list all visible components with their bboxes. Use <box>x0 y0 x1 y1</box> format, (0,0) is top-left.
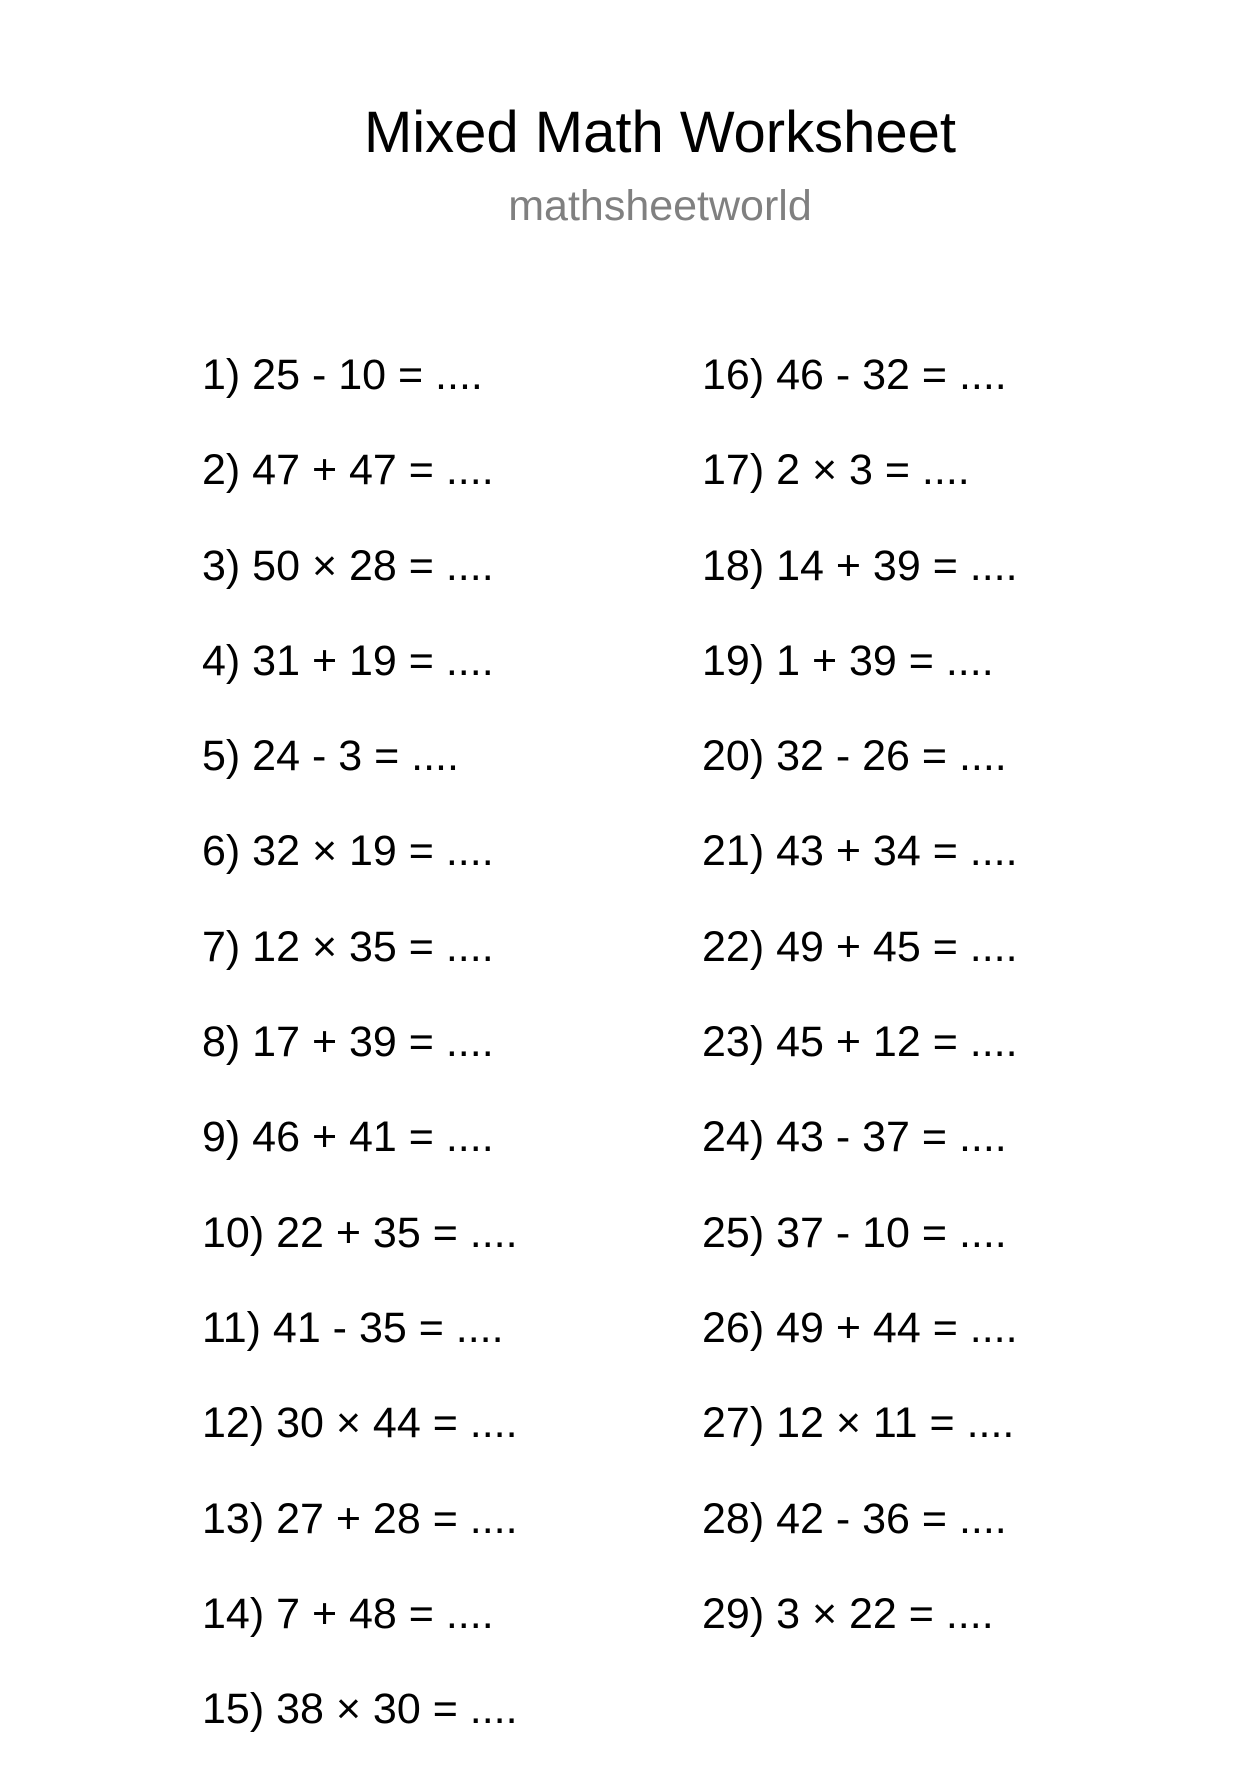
problem-item: 18) 14 + 39 = .... <box>702 541 1018 590</box>
problem-item: 21) 43 + 34 = .... <box>702 827 1018 876</box>
problem-item: 29) 3 × 22 = .... <box>702 1589 994 1638</box>
problem-item: 23) 45 + 12 = .... <box>702 1018 1018 1067</box>
problem-item: 13) 27 + 28 = .... <box>202 1494 518 1543</box>
problem-item: 8) 17 + 39 = .... <box>202 1018 494 1067</box>
problem-item: 26) 49 + 44 = .... <box>702 1303 1018 1352</box>
problem-item: 20) 32 - 26 = .... <box>702 732 1007 781</box>
problem-item: 19) 1 + 39 = .... <box>702 636 994 685</box>
problem-item: 7) 12 × 35 = .... <box>202 922 494 971</box>
problem-item: 5) 24 - 3 = .... <box>202 732 459 781</box>
problem-item: 17) 2 × 3 = .... <box>702 446 970 495</box>
problem-item: 4) 31 + 19 = .... <box>202 636 494 685</box>
problem-item: 27) 12 × 11 = .... <box>702 1399 1015 1448</box>
problem-item: 1) 25 - 10 = .... <box>202 351 483 399</box>
problem-item: 6) 32 × 19 = .... <box>202 827 494 876</box>
problem-column-right <box>702 345 1018 1679</box>
problem-item: 24) 43 - 37 = .... <box>702 1113 1007 1162</box>
problem-item: 10) 22 + 35 = .... <box>202 1208 518 1257</box>
problem-item: 14) 7 + 48 = .... <box>202 1589 494 1638</box>
problem-item: 16) 46 - 32 = .... <box>702 351 1007 399</box>
problem-item: 28) 42 - 36 = .... <box>702 1494 1007 1543</box>
problem-item: 22) 49 + 45 = .... <box>702 922 1018 971</box>
worksheet-title: Mixed Math Worksheet <box>363 100 957 165</box>
worksheet-subtitle: mathsheetworld <box>508 182 812 230</box>
problem-item: 9) 46 + 41 = .... <box>202 1113 494 1162</box>
problem-item: 15) 38 × 30 = .... <box>202 1685 518 1734</box>
problem-item: 3) 50 × 28 = .... <box>202 541 494 590</box>
problem-item: 2) 47 + 47 = .... <box>202 446 494 495</box>
problem-column-left <box>202 345 518 1774</box>
problem-item: 25) 37 - 10 = .... <box>702 1208 1007 1257</box>
problem-item: 11) 41 - 35 = .... <box>202 1303 504 1352</box>
problem-item: 12) 30 × 44 = .... <box>202 1399 518 1448</box>
